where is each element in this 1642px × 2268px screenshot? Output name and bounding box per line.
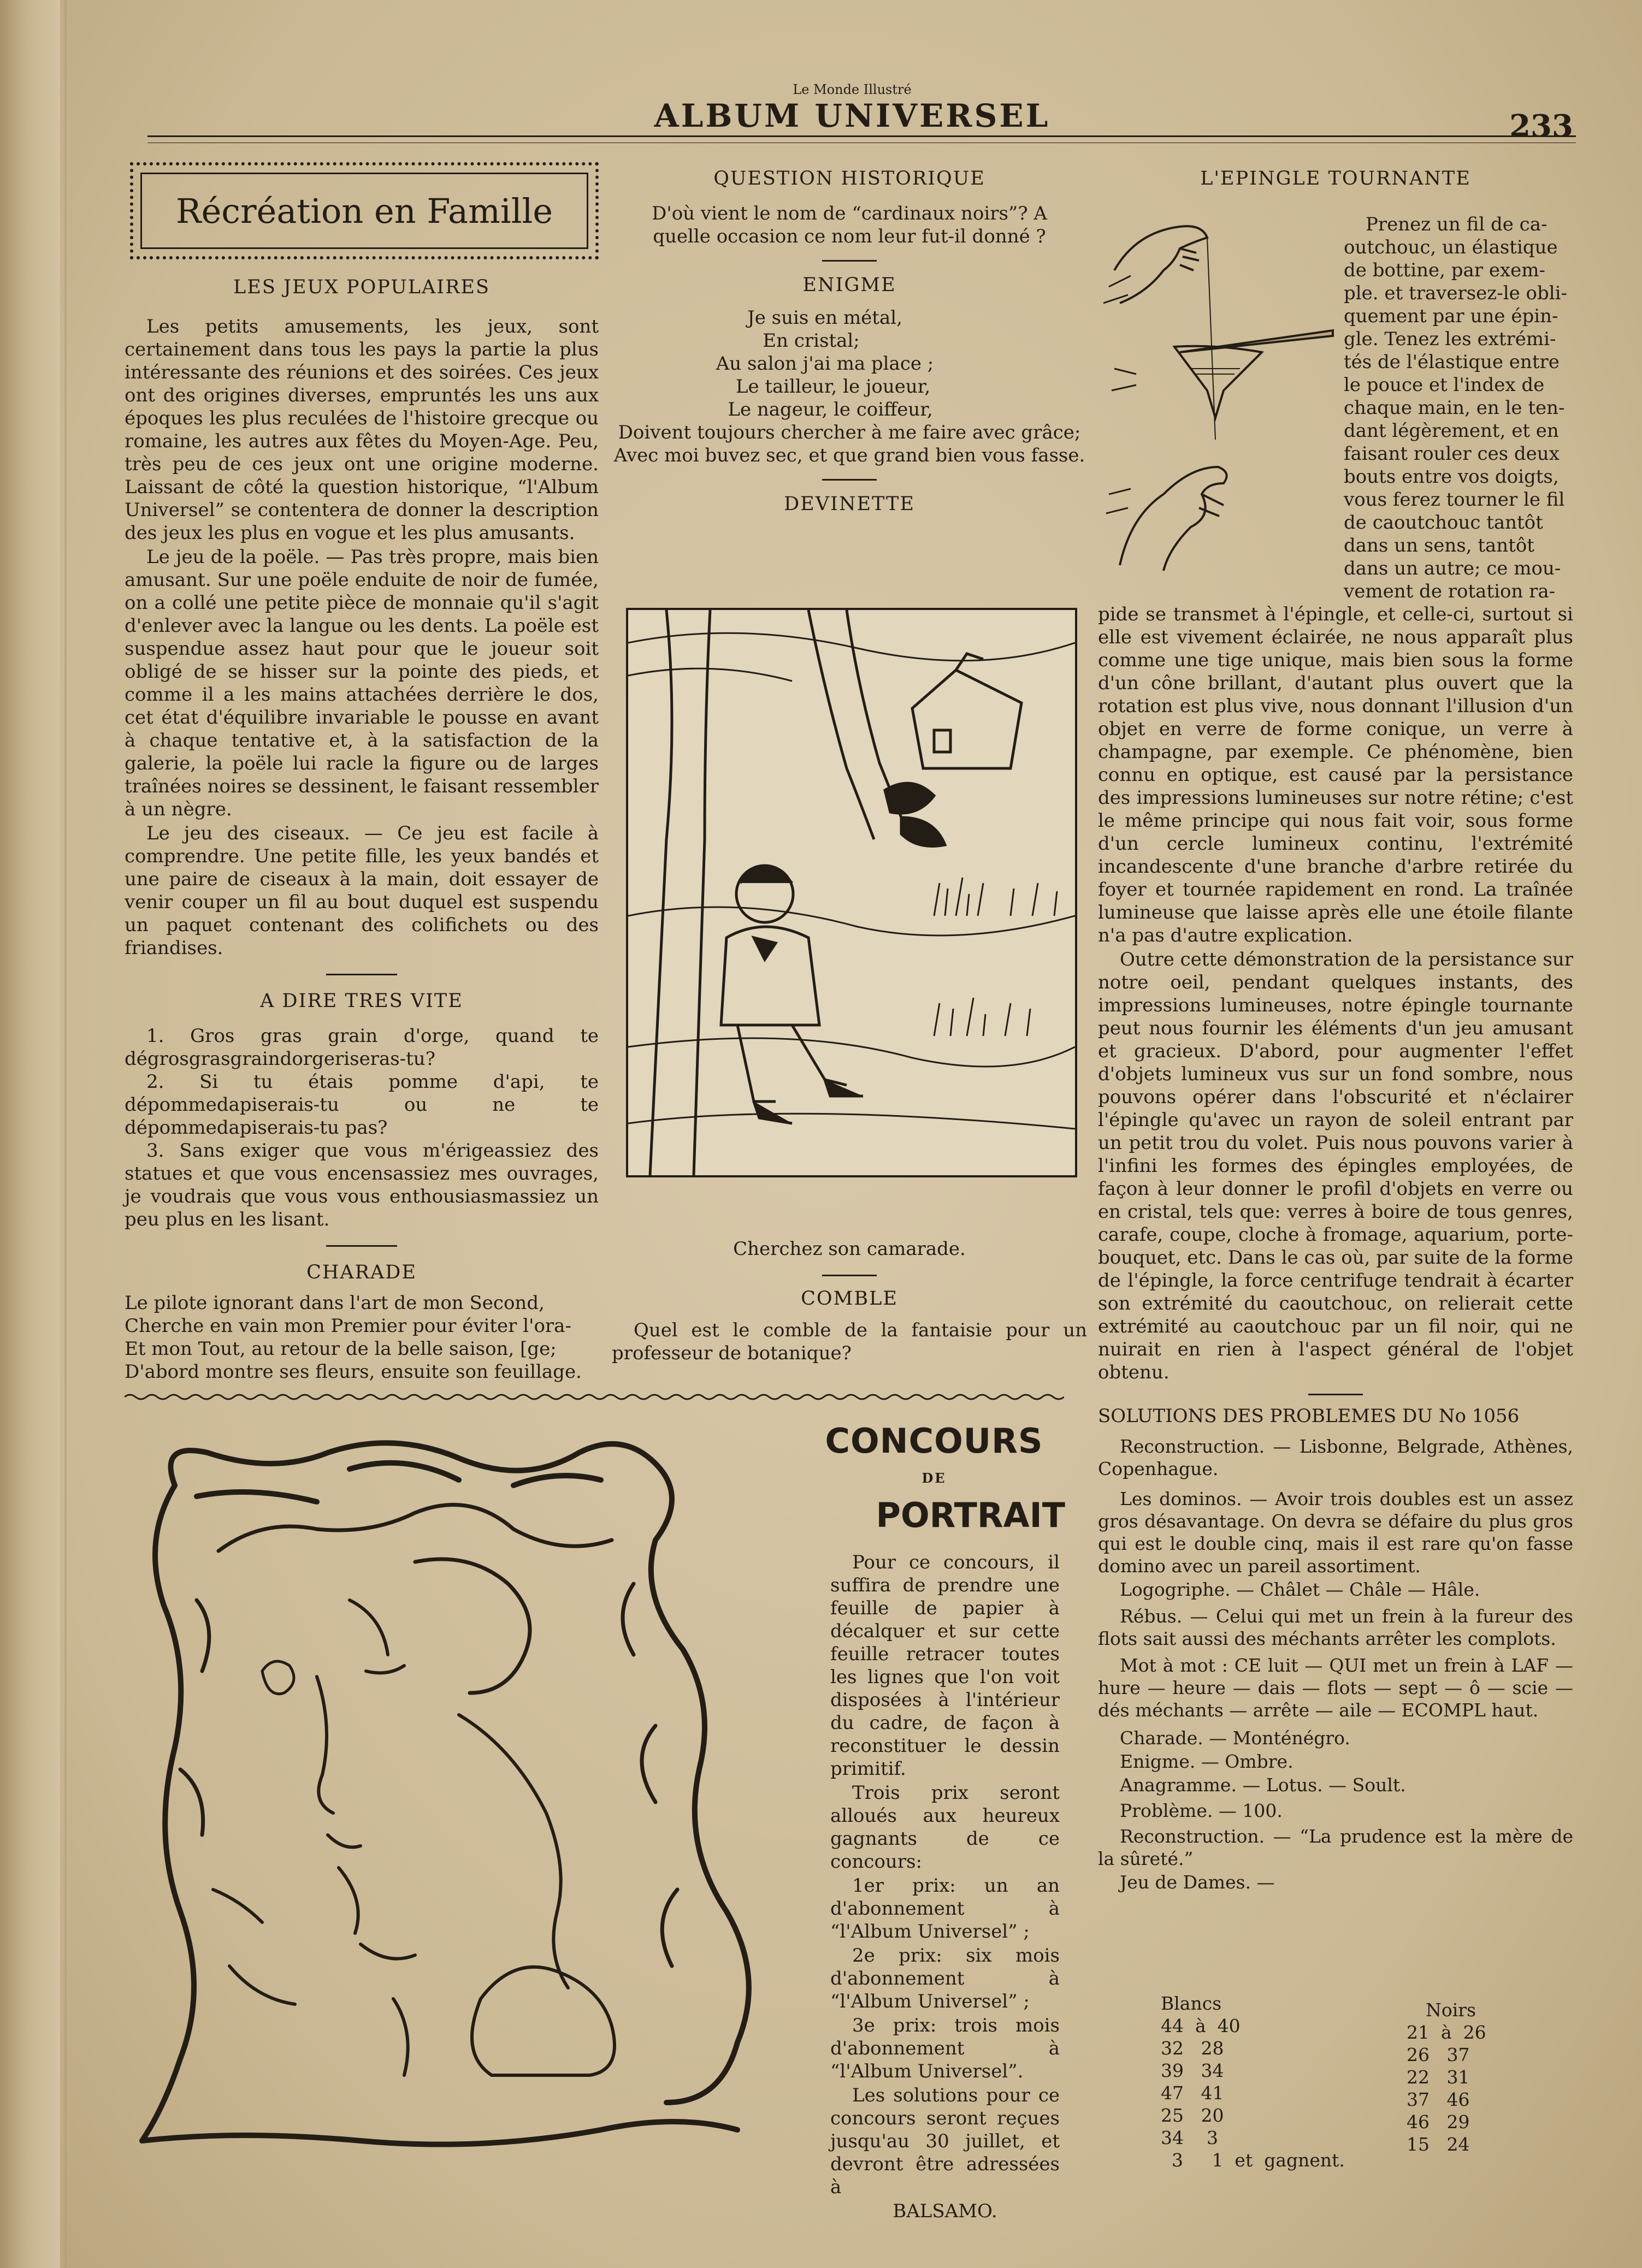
dames-noirs-label: Noirs (1426, 1999, 1476, 2021)
comble-title: COMBLE (801, 1288, 898, 1310)
dire-item: 1. Gros gras grain d'orge, quand te dégrosgrasgraindorgeriseras-tu? (125, 1025, 599, 1070)
masthead-title: ALBUM UNIVERSEL (654, 97, 1050, 134)
epingle-line: outchouc, un élastique (1344, 236, 1558, 258)
dames-move: 34 3 (1161, 2127, 1218, 2148)
charade-line: Et mon Tout, au retour de la belle saison, [ge; (125, 1338, 557, 1360)
left-column (125, 276, 599, 1383)
enigme-title: ENIGME (802, 274, 896, 296)
concours-paragraph: 3e prix: trois mois d'abonnement à “l'Album Universel”. (830, 2015, 1060, 2082)
page-fold-line (64, 0, 67, 2268)
portrait-title: PORTRAIT (876, 1495, 1065, 1535)
dire-title: A DIRE TRES VITE (260, 990, 463, 1012)
page-gutter (0, 0, 60, 2268)
solution-item: Anagramme. — Lotus. — Soult. (1120, 1774, 1406, 1796)
dire-item: 3. Sans exiger que vous m'érigeassiez des statues et que vous encensassiez mes ouvrages, je voudrais que vous vous enthousiasmassiez un peu plus en les lisant. (125, 1140, 599, 1230)
epingle-line: dans un sens, tantôt (1344, 535, 1534, 556)
dames-move: 26 37 (1407, 2044, 1470, 2065)
question-title: QUESTION HISTORIQUE (713, 168, 985, 190)
dames-move: 15 24 (1407, 2134, 1470, 2155)
epingle-line: vement de rotation ra- (1344, 581, 1556, 602)
section-separator (822, 260, 877, 262)
enigme-line: Au salon j'ai ma place ; (716, 353, 934, 375)
concours-title: CONCOURS (825, 1421, 1043, 1461)
comble-block (612, 1270, 1087, 1365)
solution-item: Les dominos. — Avoir trois doubles est un assez gros désavantage. On devra se défaire du plus gros qui est le double cinq, mais il est rare qu'on fasse domino avec un pareil assortiment. (1098, 1488, 1573, 1577)
epingle-line: Prenez un fil de ca- (1366, 214, 1548, 235)
concours-text (830, 1551, 1060, 2223)
solutions-block (1098, 1394, 1573, 1893)
epingle-line: le pouce et l'index de (1344, 374, 1545, 396)
dames-move: 47 41 (1161, 2082, 1224, 2104)
dames-move: 46 29 (1407, 2111, 1470, 2133)
concours-paragraph: Pour ce concours, il suffira de prendre une feuille de papier à décalquer et sur cette feuille retracer toutes les lignes que l'on voit disposées à l'intérieur du cadre, de façon à reconstituer le dessin primitif. (830, 1552, 1060, 1780)
epingle-line: faisant rouler ces deux (1344, 443, 1560, 465)
epingle-line: quement par une épin- (1344, 305, 1558, 327)
dames-blancs-label: Blancs (1161, 1993, 1222, 2014)
epingle-intro (1344, 213, 1573, 603)
header-rule (147, 135, 1576, 143)
recreation-title: Récréation en Famille (175, 191, 553, 231)
section-separator (1308, 1394, 1363, 1395)
concours-signature: BALSAMO. (893, 2200, 997, 2222)
charade-line: D'abord montre ses fleurs, ensuite son feuillage. (125, 1361, 582, 1383)
enigme-line: En cristal; (763, 330, 860, 352)
solution-item: Reconstruction. — “La prudence est la mère de la sûreté.” (1098, 1826, 1573, 1869)
dames-blancs (1125, 1992, 1345, 2171)
solution-item: Logogriphe. — Châlet — Châle — Hâle. (1120, 1579, 1480, 1600)
solutions-title: SOLUTIONS DES PROBLEMES DU No 1056 (1098, 1405, 1520, 1427)
dames-move: 39 34 (1161, 2060, 1224, 2081)
masthead-subtitle: Le Monde Illustré (793, 82, 912, 97)
section-separator (326, 974, 397, 975)
epingle-line: ple. et traversez-le obli- (1344, 282, 1567, 304)
solution-item: Problème. — 100. (1120, 1800, 1283, 1821)
middle-column (612, 167, 1087, 516)
solution-item: Rébus. — Celui qui met un frein à la fureur des flots sait aussi des méchants arrêter les complots. (1098, 1606, 1573, 1649)
wavy-divider (125, 1393, 1064, 1401)
dames-move: 25 20 (1161, 2105, 1224, 2126)
dames-move: 3 1 et gagnent. (1172, 2149, 1345, 2171)
concours-de: DE (922, 1470, 947, 1486)
epingle-line: chaque main, en le ten- (1344, 397, 1565, 419)
devinette-title: DEVINETTE (784, 493, 915, 515)
concours-paragraph: Les solutions pour ce concours seront reçues jusqu'au 30 juillet, et devront être adressées à (830, 2085, 1060, 2198)
section-separator (326, 1245, 397, 1247)
jeux-paragraph: Le jeu des ciseaux. — Ce jeu est facile à comprendre. Une petite fille, les yeux bandés et une paire de ciseaux à la main, doit essayer de venir couper un fil au bout duquel est suspendu un paquet contenant des colifichets ou des friandises. (125, 822, 599, 959)
epingle-line: vous ferez tourner le fil (1344, 489, 1565, 511)
dames-move: 32 28 (1161, 2038, 1224, 2059)
epingle-line: de caoutchouc tantôt (1344, 512, 1543, 534)
charade-title: CHARADE (306, 1262, 417, 1283)
epingle-title: L'EPINGLE TOURNANTE (1200, 168, 1471, 190)
solution-item: Reconstruction. — Lisbonne, Belgrade, Athènes, Copenhague. (1098, 1436, 1573, 1479)
dames-noirs (1407, 1999, 1549, 2156)
question-text: D'où vient le nom de “cardinaux noirs”? A quelle occasion ce nom leur fut-il donné ? (652, 203, 1047, 247)
dames-move: 44 à 40 (1161, 2015, 1241, 2036)
hands-spinning-pin-illustration (1098, 210, 1344, 582)
epingle-paragraph: Outre cette démonstration de la persistance sur notre oeil, pendant quelques instants, des impressions lumineuses, notre épingle tournante peut nous fournir les éléments d'un jeu amusant et gracieux. D'abord, pour augmenter l'effet d'objets lumineux vus sur un fond sombre, nous pouvons opérer dans l'obscurité et n'éclairer l'épingle qu'avec un rayon de soleil entrant par un petit trou du volet. Puis nous pouvons varier à l'infini les formes des épingles employées, de façon à leur donner le profil d'objets en verre ou en cristal, tels que: verres à boire de tous genres, carafe, coupe, cloche à fromage, aquarium, porte-bouquet, etc. Dans le cas où, par suite de la forme de l'épingle, la force centrifuge tendrait à écarter son extrémité du caoutchouc, on relierait cette extrémité au caoutchouc par un fil noir, qui ne nuirait en rien à l'aspect général de l'objet obtenu. (1098, 949, 1573, 1383)
concours-paragraph: 1er prix: un an d'abonnement à “l'Album Universel” ; (830, 1875, 1060, 1943)
enigme-line: Doivent toujours chercher à me faire avec grâce; (618, 422, 1081, 443)
concours-paragraph: Trois prix seront alloués aux heureux gagnants de ce concours: (830, 1782, 1060, 1873)
devinette-illustration (626, 608, 1077, 1177)
enigme-line: Avec moi buvez sec, et que grand bien vous fasse. (613, 445, 1085, 466)
epingle-line: gle. Tenez les extrémi- (1344, 328, 1556, 350)
enigme-line: Le nageur, le coiffeur, (728, 399, 933, 421)
epingle-body (1098, 603, 1573, 1384)
dames-move: 21 à 26 (1407, 2022, 1486, 2043)
epingle-line: tés de l'élastique entre (1344, 351, 1560, 373)
jeux-paragraph: Les petits amusements, les jeux, sont certainement dans tous les pays la partie la plus intéressante des réunions et des soirées. Ces jeux ont des origines diverses, empruntés les uns aux époques les plus reculées de l'histoire grecque ou romaine, les autres aux fêtes du Moyen-Age. Peu, très peu de ces jeux ont une origine moderne. Laissant de côté la question historique, “l'Album Universel” se contentera de donner la description des jeux les plus en vogue et les plus amusants. (125, 316, 599, 544)
devinette-caption: Cherchez son camarade. (733, 1238, 966, 1260)
epingle-continuation: pide se transmet à l'épingle, et celle-ci, surtout si elle est vivement éclairée, ne nous apparaît plus comme une tige unique, mais bien sous la forme d'un cône brillant, d'autant plus ouvert que la rotation est plus vive, nous donnant l'illusion d'un objet en verre de forme conique, un verre à champagne, par exemple. Ce phénomène, bien connu en optique, est causé par la persistance des impressions lumineuses sur notre rétine; c'est le même principe qui nous fait voir, sous forme d'un cercle lumineux continu, l'extrémité incandescente d'une branche d'arbre retirée du foyer et tournée rapidement en rond. La traînée lumineuse que laisse après elle une étoile filante n'a pas d'autre explication. (1098, 603, 1573, 946)
epingle-line: dans un autre; ce mou- (1344, 558, 1561, 579)
jeux-title: LES JEUX POPULAIRES (233, 276, 490, 298)
solution-item: Charade. — Monténégro. (1120, 1727, 1350, 1749)
enigme-line: Je suis en métal, (747, 307, 902, 329)
epingle-title-block (1098, 167, 1573, 190)
charade-line: Cherche en vain mon Premier pour éviter l'ora- (125, 1315, 571, 1337)
portrait-line-drawing (131, 1420, 808, 2179)
solution-item: Jeu de Dames. — (1120, 1872, 1275, 1893)
solution-item: Enigme. — Ombre. (1120, 1751, 1293, 1772)
dames-move: 22 31 (1407, 2066, 1470, 2088)
recreation-title-box (130, 162, 599, 259)
enigme-line: Le tailleur, le joueur, (735, 376, 931, 398)
charade-line: Le pilote ignorant dans l'art de mon Second, (125, 1292, 545, 1314)
dire-item: 2. Si tu étais pomme d'api, te dépommedapiserais-tu ou ne te dépommedapiserais-tu pas? (125, 1071, 599, 1139)
page-number: 233 (1509, 108, 1573, 144)
epingle-line: bouts entre vos doigts, (1344, 466, 1559, 488)
epingle-line: dant légèrement, et en (1344, 420, 1559, 442)
woodland-scene-illustration (628, 610, 1075, 1175)
epingle-illustration (1098, 210, 1344, 582)
concours-paragraph: 2e prix: six mois d'abonnement à “l'Album Universel” ; (830, 1945, 1060, 2012)
solution-item: Mot à mot : CE luit — QUI met un frein à LAF — hure — heure — dais — flots — sept — ô — scie — dés méchants — arrête — aile — ECOMPL haut. (1098, 1655, 1573, 1721)
comble-text: Quel est le comble de la fantaisie pour un professeur de botanique? (612, 1319, 1087, 1364)
epingle-line: de bottine, par exem- (1344, 259, 1546, 281)
portrait-puzzle-frame (131, 1420, 808, 2179)
section-separator (822, 479, 877, 481)
dames-move: 37 46 (1407, 2089, 1470, 2110)
section-separator (822, 1275, 877, 1276)
jeux-paragraph: Le jeu de la poële. — Pas très propre, mais bien amusant. Sur une poële enduite de noir de fumée, on a collé une petite pièce de monnaie qu'il s'agit d'enlever avec la langue ou les dents. La poële est suspendue assez haut pour que le joueur soit obligé de se hisser sur la pointe des pieds, et comme il a les mains attachées derrière le dos, cet état d'équilibre invariable le pousse en avant à chaque tentative et, à la satisfaction de la galerie, la poële lui racle la figure ou de larges traînées noires se dessinent, le faisant ressembler à un nègre. (125, 546, 599, 820)
